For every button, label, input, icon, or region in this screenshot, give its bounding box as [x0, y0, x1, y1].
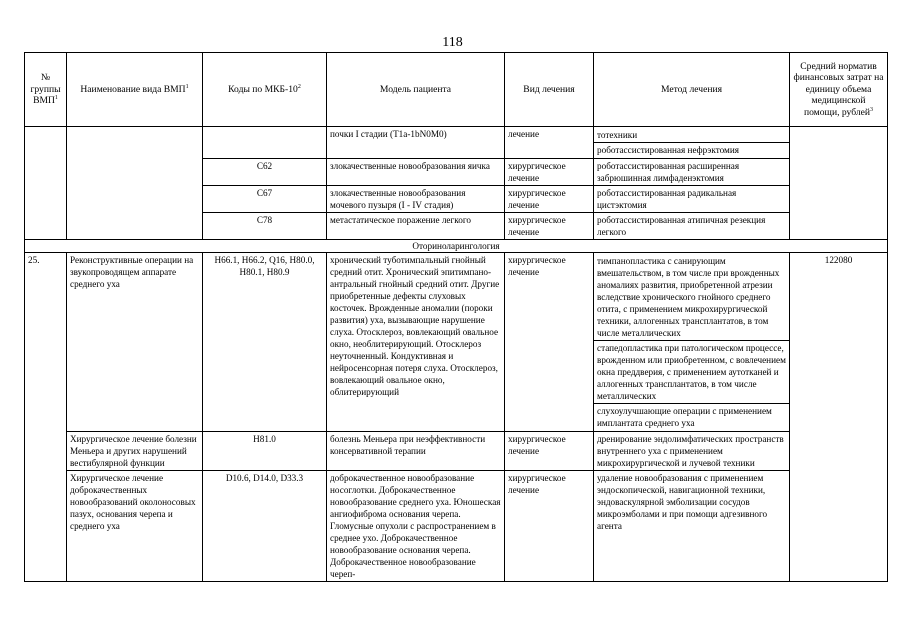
type-cell: хирургическое лечение: [505, 253, 594, 432]
code-cell: H66.1, H66.2, Q16, H80.0, H80.1, H80.9: [203, 253, 327, 432]
table-row: [25, 432, 888, 471]
vmp-table: [24, 52, 888, 582]
section-title: Оториноларингология: [25, 240, 888, 253]
code-cell: C78: [203, 213, 327, 240]
code-cell: D10.6, D14.0, D33.3: [203, 471, 327, 582]
method-cell: роботассистированная радикальная цистэктомия: [594, 186, 790, 213]
method-item: роботассистированная нефрэктомия: [594, 142, 789, 157]
header-row: [25, 53, 888, 127]
col-group-no: № группы ВМП$^1$: [25, 53, 67, 127]
table-row: [25, 127, 888, 159]
method-item: слухоулучшающие операции с применением имплантата среднего уха: [594, 403, 789, 430]
table-row: [25, 253, 888, 432]
table-row: [25, 471, 888, 582]
col-codes: Коды по МКБ-$10^2$: [203, 53, 327, 127]
model-cell: метастатическое поражение легкого: [327, 213, 505, 240]
type-cell: хирургическое лечение: [505, 432, 594, 471]
code-cell: C62: [203, 159, 327, 186]
method-item: тотехники: [597, 130, 638, 140]
method-cell: роботассистированная расширенная забрюшинная лимфаденэктомия: [594, 159, 790, 186]
code-cell: H81.0: [203, 432, 327, 471]
name-cell: [67, 127, 203, 240]
method-cell: удаление новообразования с применением эндоскопической, навигационной техники, эндоваскулярной эмболизации сосудов микроэмболами и при помощи адгезивного агента: [594, 471, 790, 582]
method-cell: [594, 127, 790, 159]
type-cell: хирургическое лечение: [505, 159, 594, 186]
col-model: Модель пациента: [327, 53, 505, 127]
name-cell: Хирургическое лечение болезни Меньера и других нарушений вестибулярной функции: [67, 432, 203, 471]
model-cell: доброкачественное новообразование носоглотки. Доброкачественное новообразование среднего уха. Юношеская ангиофиброма основания черепа. Гломусные опухоли с распространением в среднее ухо. Доброкачественное новообразование основания черепа. Доброкачественное новообразование череп-: [327, 471, 505, 582]
name-cell: Реконструктивные операции на звукопроводящем аппарате среднего уха: [67, 253, 203, 432]
model-cell: почки I стадии (T1a-1bN0M0): [327, 127, 505, 159]
method-cell: дренирование эндолимфатических пространств внутреннего уха с применением микрохирургической и лучевой техники: [594, 432, 790, 471]
group-no-cell: 25.: [25, 253, 67, 582]
section-row: [25, 240, 888, 253]
name-cell: Хирургическое лечение доброкачественных новообразований околоносовых пазух, основания черепа и среднего уха: [67, 471, 203, 582]
method-item: стапедопластика при патологическом процессе, врожденном или приобретенном, с вовлечением окна преддверия, с применением аутотканей и аллогенных трансплантатов, в том числе металлических: [594, 340, 789, 403]
group-no-cell: [25, 127, 67, 240]
type-cell: лечение: [505, 127, 594, 159]
col-cost: Средний норматив финансовых затрат на единицу объема медицинской помощи, рублей$^3$: [790, 53, 888, 127]
type-cell: хирургическое лечение: [505, 471, 594, 582]
col-type: Вид лечения: [505, 53, 594, 127]
col-name: Наименование вида ВМП$^1$: [67, 53, 203, 127]
model-cell: злокачественные новообразования мочевого пузыря (I - IV стадия): [327, 186, 505, 213]
cost-cell: [790, 127, 888, 240]
model-cell: болезнь Меньера при неэффективности консервативной терапии: [327, 432, 505, 471]
type-cell: хирургическое лечение: [505, 213, 594, 240]
code-cell: [203, 127, 327, 159]
page-number: 118: [442, 35, 463, 50]
model-cell: хронический туботимпальный гнойный средний отит. Хронический эпитимпано-антральный гнойный средний отит. Другие приобретенные дефекты слуховых косточек. Врожденные аномалии (пороки развития) уха, вызывающие нарушение слуха. Отосклероз, вовлекающий овальное окно, необлитерирующий. Отосклероз неуточненный. Кондуктивная и нейросенсорная потеря слуха. Отосклероз, вовлекающий овальное окно, облитерирующий: [327, 253, 505, 432]
col-method: Метод лечения: [594, 53, 790, 127]
method-cell: роботассистированная атипичная резекция легкого: [594, 213, 790, 240]
type-cell: хирургическое лечение: [505, 186, 594, 213]
code-cell: C67: [203, 186, 327, 213]
model-cell: злокачественные новообразования яичка: [327, 159, 505, 186]
cost-cell: 122080: [790, 253, 888, 582]
method-cell: [594, 253, 790, 432]
method-item: тимпанопластика с санирующим вмешательством, в том числе при врожденных аномалиях развития, приобретенной атрезии вследствие хронического гнойного среднего отита, с применением микрохирургической техники, аллогенных трансплантатов, в том числе металлических: [597, 256, 780, 338]
